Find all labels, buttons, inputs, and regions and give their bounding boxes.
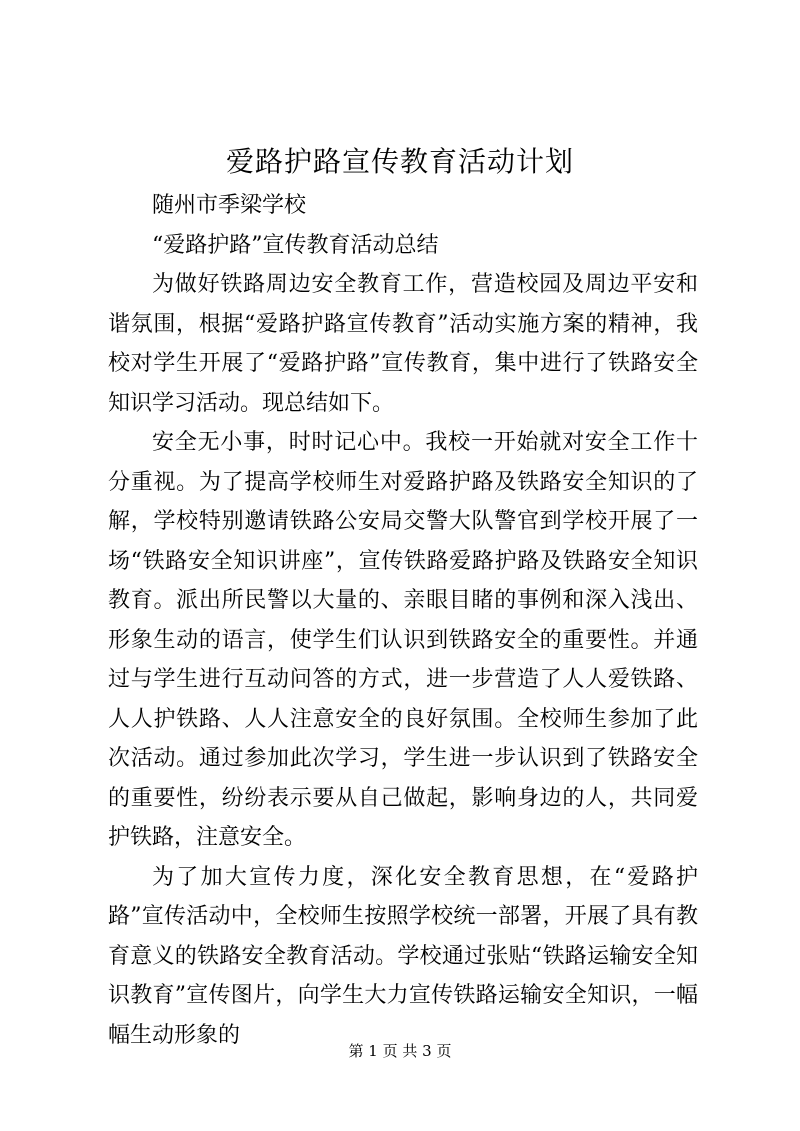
document-title: 爱路护路宣传教育活动计划 bbox=[225, 145, 574, 178]
body-paragraph: 为做好铁路周边安全教育工作，营造校园及周边平安和谐氛围，根据“爱路护路宣传教育”活动实施方案的精神，我校对学生开展了“爱路护路”宣传教育，集中进行了铁路安全知识学习活动。现总结如下。 bbox=[108, 272, 698, 416]
summary-heading-line: “爱路护路”宣传教育活动总结 bbox=[152, 232, 439, 258]
body-paragraph: 安全无小事，时时记心中。我校一开始就对安全工作十分重视。为了提高学校师生对爱路护路及铁路安全知识的了解，学校特别邀请铁路公安局交警大队警官到学校开展了一场“铁路安全知识讲座”，宣传铁路爱路护路及铁路安全知识教育。派出所民警以大量的、亲眼目睹的事例和深入浅出、形象生动的语言，使学生们认识到铁路安全的重要性。并通过与学生进行互动问答的方式，进一步营造了人人爱铁路、人人护铁路、人人注意安全的良好氛围。全校师生参加了此次活动。通过参加此次学习，学生进一步认识到了铁路安全的重要性，纷纷表示要从自己做起，影响身边的人，共同爱护铁路，注意安全。 bbox=[108, 430, 698, 850]
school-name-line: 随州市季梁学校 bbox=[152, 193, 307, 218]
document-body bbox=[108, 186, 698, 1055]
page-number-footer: 第 1 页 共 3 页 bbox=[348, 1042, 452, 1060]
body-paragraph: 为了加大宣传力度，深化安全教育思想，在“爱路护路”宣传活动中，全校师生按照学校统一部署，开展了具有教育意义的铁路安全教育活动。学校通过张贴“铁路运输安全知识教育”宣传图片，向学生大力宣传铁路运输安全知识，一幅幅生动形象的 bbox=[108, 864, 698, 1048]
